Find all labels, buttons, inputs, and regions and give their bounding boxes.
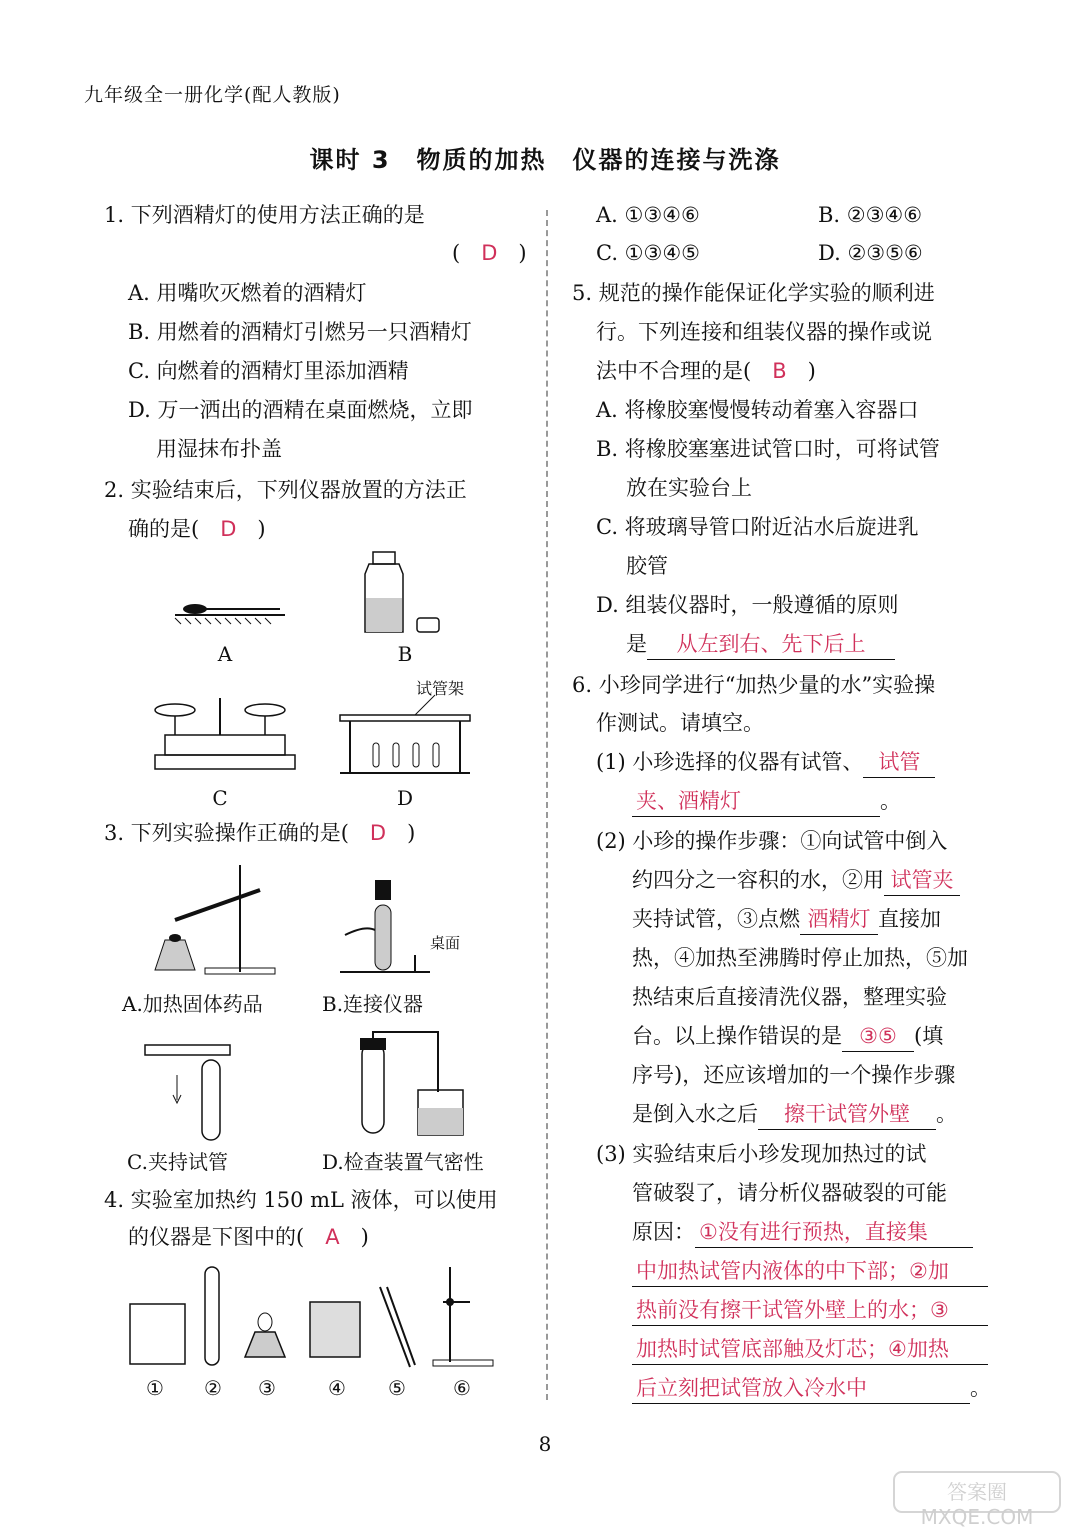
q3-answer: D <box>369 821 387 845</box>
wire-gauze-icon <box>310 1302 360 1357</box>
q5-option-d-cont: 是 从左到右、先下后上 <box>626 629 895 660</box>
tube-clamp-icon <box>380 1287 410 1367</box>
q3-stem: 3. 下列实验操作正确的是( D ) <box>104 821 416 845</box>
q4-label-5: ⑤ <box>388 1376 406 1400</box>
q6-p1-answer-1: 试管 <box>863 747 935 778</box>
column-divider <box>546 210 548 1400</box>
q4-stem-cont: 的仪器是下图中的( A ) <box>128 1225 369 1249</box>
q6-part3-line7: 后立刻把试管放入冷水中 。 <box>632 1373 991 1404</box>
q2-label-a: A <box>217 642 233 666</box>
watermark-logo <box>892 1470 1062 1532</box>
q2-figure-a <box>170 560 290 640</box>
q6-part3-line5 <box>632 1295 988 1326</box>
q3-figure-c <box>140 1040 240 1145</box>
q2-figure-c <box>150 690 300 780</box>
q6-p3-answer-4: 加热时试管底部触及灯芯；④加热 <box>632 1334 988 1365</box>
q5-stem-cont: 行。下列连接和组装仪器的操作或说 <box>596 320 932 344</box>
q4-label-1: ① <box>146 1376 164 1400</box>
q6-part2-line1: (2) 小珍的操作步骤：①向试管中倒入 <box>596 829 948 853</box>
q3-label-c: C.夹持试管 <box>127 1150 228 1174</box>
q1-answer-bracket: ( D ) <box>452 241 527 265</box>
q1-option-c: C. 向燃着的酒精灯里添加酒精 <box>128 359 409 383</box>
q5-stem: 5. 规范的操作能保证化学实验的顺利进 <box>572 281 935 305</box>
q6-part3-line4 <box>632 1256 988 1287</box>
q6-part2-line2: 约四分之一容积的水，②用 试管夹 <box>632 865 960 896</box>
q6-p2-answer-4: 擦干试管外壁 <box>758 1099 936 1130</box>
q5-option-b: B. 将橡胶塞塞进试管口时，可将试管 <box>596 437 940 461</box>
q6-part2-line3: 夹持试管，③点燃 酒精灯 直接加 <box>632 904 941 935</box>
q1-option-b: B. 用燃着的酒精灯引燃另一只酒精灯 <box>128 320 472 344</box>
q5-answer: B <box>772 359 787 383</box>
q1-stem: 1. 下列酒精灯的使用方法正确的是 <box>104 203 425 227</box>
q6-part2-line7: 序号)，还应该增加的一个操作步骤 <box>632 1063 956 1087</box>
q3-figure-b <box>340 860 470 980</box>
q5-option-a: A. 将橡胶塞慢慢转动着塞入容器口 <box>596 398 919 422</box>
q2-stem: 2. 实验结束后，下列仪器放置的方法正 <box>104 478 467 502</box>
q4-option-d: D. ②③⑤⑥ <box>818 241 923 265</box>
q5-option-c-cont: 胶管 <box>626 554 668 578</box>
page-number: 8 <box>538 1432 552 1456</box>
q2-label-d: D <box>396 786 414 810</box>
q6-part2-line8: 是倒入水之后 擦干试管外壁 。 <box>632 1099 957 1130</box>
q1-option-d-cont: 用湿抹布扑盖 <box>156 437 282 461</box>
q4-option-c: C. ①③④⑤ <box>596 241 700 265</box>
q5-d-answer: 从左到右、先下后上 <box>647 629 895 660</box>
q6-p3-answer-3: 热前没有擦干试管外壁上的水；③ <box>632 1295 988 1326</box>
q6-part2-line4: 热，④加热至沸腾时停止加热，⑤加 <box>632 946 968 970</box>
q4-option-b: B. ②③④⑥ <box>818 203 923 227</box>
beaker-icon <box>130 1304 185 1364</box>
q6-p3-answer-2: 中加热试管内液体的中下部；②加 <box>632 1256 988 1287</box>
q3-label-d: D.检查装置气密性 <box>322 1150 484 1174</box>
q3-figure-d <box>350 1028 470 1143</box>
alcohol-lamp-icon <box>245 1332 285 1357</box>
q4-answer: A <box>325 1225 340 1249</box>
q5-option-c: C. 将玻璃导管口附近沾水后旋进乳 <box>596 515 919 539</box>
q5-option-b-cont: 放在实验台上 <box>626 476 752 500</box>
q1-option-a: A. 用嘴吹灭燃着的酒精灯 <box>128 281 367 305</box>
q5-stem-cont2: 法中不合理的是( B ) <box>596 359 816 383</box>
test-tube-icon <box>205 1267 219 1365</box>
q6-part3-line2: 管破裂了，请分析仪器破裂的可能 <box>632 1181 947 1205</box>
q4-label-3: ③ <box>258 1376 276 1400</box>
q2-rack-label: 试管架 <box>415 679 464 698</box>
q2-answer: D <box>220 517 237 541</box>
q3-figure-a <box>145 860 285 980</box>
q4-figure-row <box>125 1262 505 1372</box>
q6-stem: 6. 小珍同学进行“加热少量的水”实验操 <box>572 673 936 697</box>
q6-stem-cont: 作测试。请填空。 <box>596 711 764 735</box>
q6-part1-cont: 夹、酒精灯 。 <box>632 786 901 817</box>
q4-option-a: A. ①③④⑥ <box>596 203 700 227</box>
q6-p2-answer-3: ③⑤ <box>842 1021 914 1052</box>
q4-label-6: ⑥ <box>453 1376 471 1400</box>
q1-answer: D <box>481 241 498 265</box>
q2-label-b: B <box>397 642 413 666</box>
q6-part2-line6: 台。以上操作错误的是 ③⑤ (填 <box>632 1021 943 1052</box>
page-header: 九年级全一册化学(配人教版) <box>84 84 341 106</box>
q6-part3-line1: (3) 实验结束后小珍发现加热过的试 <box>596 1142 927 1166</box>
q6-p1-answer-2: 夹、酒精灯 <box>632 786 880 817</box>
q3-desk-label: 桌面 <box>429 934 460 952</box>
q2-figure-b <box>355 550 455 640</box>
q3-label-b: B.连接仪器 <box>322 992 424 1016</box>
q4-stem: 4. 实验室加热约 150 mL 液体，可以使用 <box>104 1188 498 1212</box>
lesson-title: 课时 3 物质的加热 仪器的连接与洗涤 <box>309 146 781 174</box>
watermark-text: 答案圈 MXQE.COM <box>920 1480 1034 1529</box>
q6-part1: (1) 小珍选择的仪器有试管、 试管 <box>596 747 935 778</box>
q6-p2-answer-1: 试管夹 <box>884 865 960 896</box>
q6-p3-answer-5: 后立刻把试管放入冷水中 <box>632 1373 970 1404</box>
q6-part2-line5: 热结束后直接清洗仪器，整理实验 <box>632 985 947 1009</box>
q2-figure-d <box>335 695 475 785</box>
q6-part3-line3: 原因： ①没有进行预热，直接集 <box>632 1217 973 1248</box>
q2-label-c: C <box>212 786 228 810</box>
q3-label-a: A.加热固体药品 <box>122 992 263 1016</box>
q5-option-d: D. 组装仪器时，一般遵循的原则 <box>596 593 899 617</box>
q1-option-d: D. 万一洒出的酒精在桌面燃烧，立即 <box>128 398 473 422</box>
q4-label-4: ④ <box>328 1376 346 1400</box>
q6-p3-answer-1: ①没有进行预热，直接集 <box>695 1217 973 1248</box>
q6-p2-answer-2: 酒精灯 <box>800 904 878 935</box>
q6-part3-line6 <box>632 1334 988 1365</box>
q4-label-2: ② <box>204 1376 222 1400</box>
q2-stem-cont: 确的是( D ) <box>128 517 266 541</box>
